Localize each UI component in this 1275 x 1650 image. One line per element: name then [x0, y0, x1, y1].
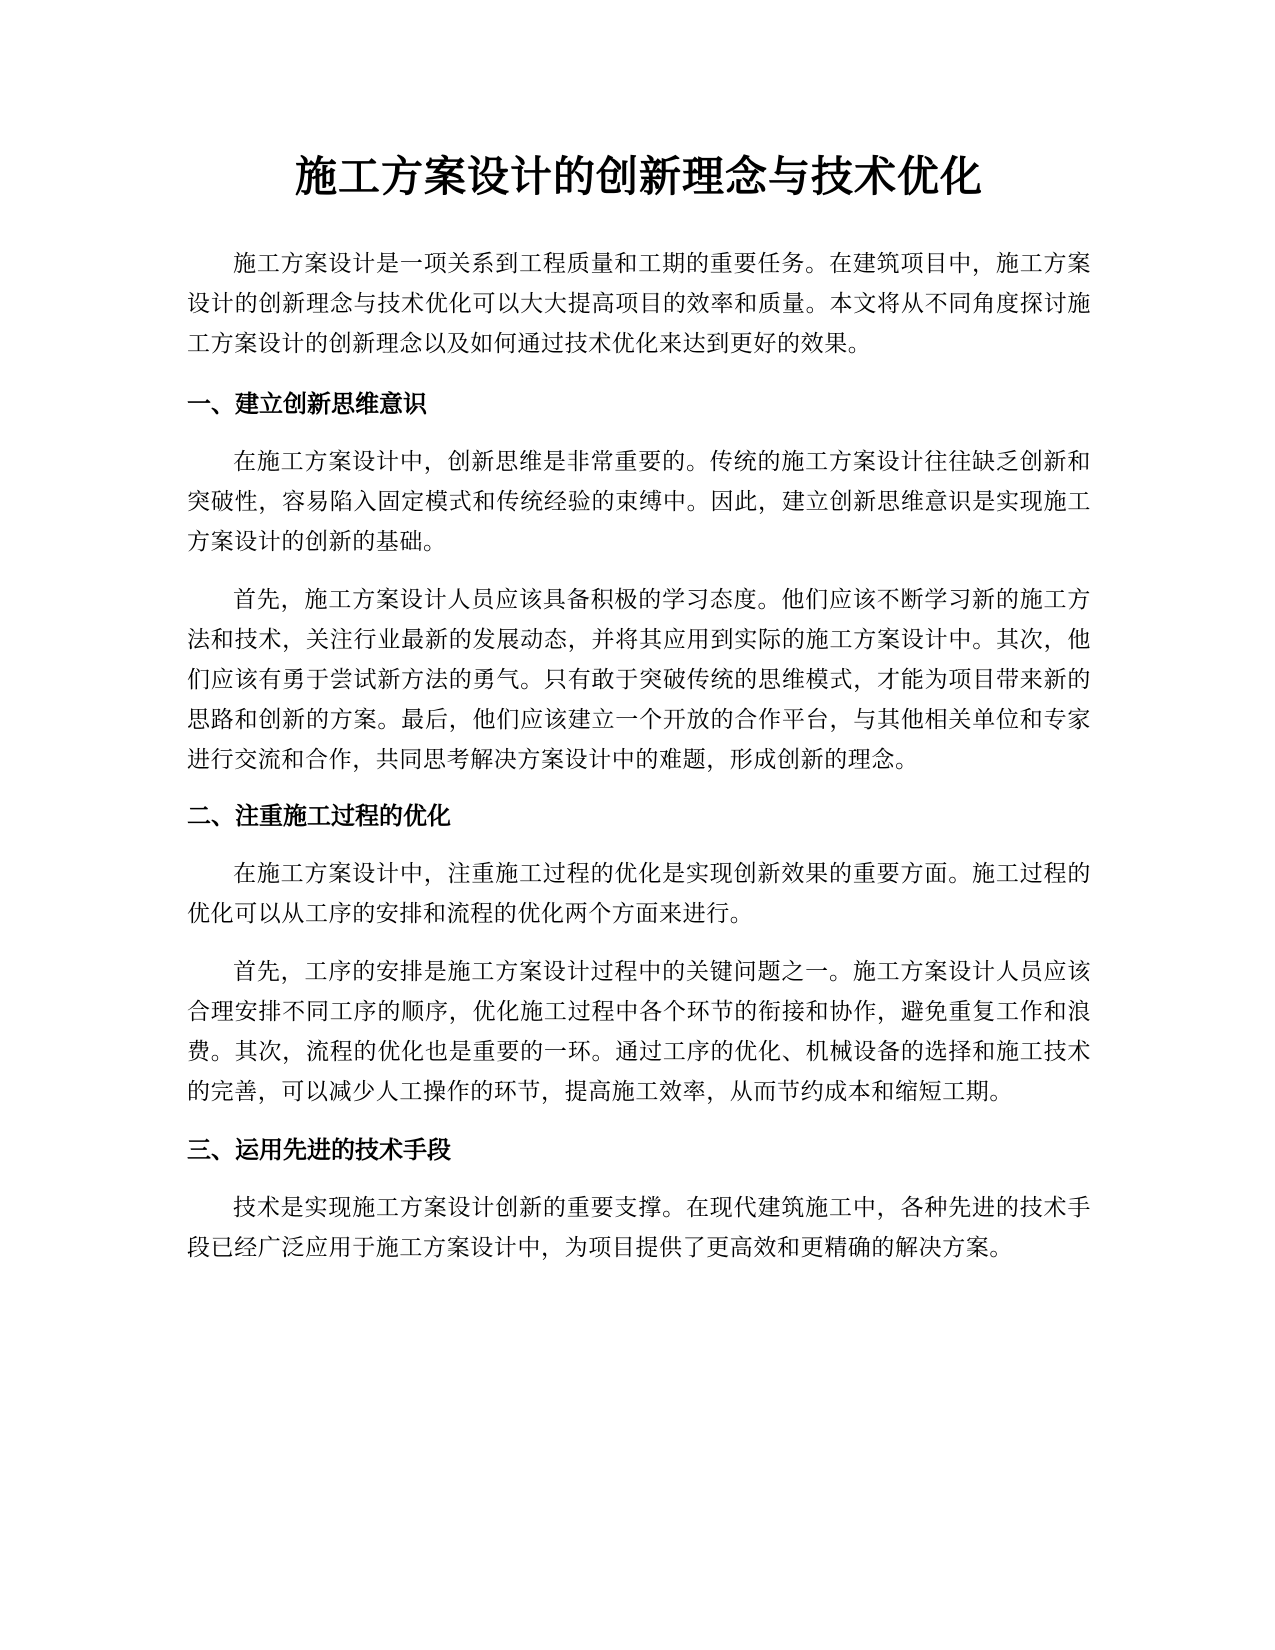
section-heading-2: 二、注重施工过程的优化 [187, 802, 451, 830]
section-heading-3: 三、运用先进的技术手段 [187, 1136, 451, 1164]
intro-paragraph: 施工方案设计是一项关系到工程质量和工期的重要任务。在建筑项目中，施工方案设计的创新理念与技术优化可以大大提高项目的效率和质量。本文将从不同角度探讨施工方案设计的创新理念以及如何通过技术优化来达到更好的效果。 [187, 251, 1091, 357]
section-3-paragraph-1: 技术是实现施工方案设计创新的重要支撑。在现代建筑施工中，各种先进的技术手段已经广泛应用于施工方案设计中，为项目提供了更高效和更精确的解决方案。 [187, 1195, 1091, 1261]
section-1-paragraph-1: 在施工方案设计中，创新思维是非常重要的。传统的施工方案设计往往缺乏创新和突破性，容易陷入固定模式和传统经验的束缚中。因此，建立创新思维意识是实现施工方案设计的创新的基础。 [187, 449, 1091, 555]
section-2-paragraph-2: 首先，工序的安排是施工方案设计过程中的关键问题之一。施工方案设计人员应该合理安排不同工序的顺序，优化施工过程中各个环节的衔接和协作，避免重复工作和浪费。其次，流程的优化也是重要的一环。通过工序的优化、机械设备的选择和施工技术的完善，可以减少人工操作的环节，提高施工效率，从而节约成本和缩短工期。 [187, 959, 1091, 1105]
document-body [187, 148, 1091, 1268]
section-1-paragraph-2: 首先，施工方案设计人员应该具备积极的学习态度。他们应该不断学习新的施工方法和技术，关注行业最新的发展动态，并将其应用到实际的施工方案设计中。其次，他们应该有勇于尝试新方法的勇气。只有敢于突破传统的思维模式，才能为项目带来新的思路和创新的方案。最后，他们应该建立一个开放的合作平台，与其他相关单位和专家进行交流和合作，共同思考解决方案设计中的难题，形成创新的理念。 [187, 587, 1091, 773]
document-title: 施工方案设计的创新理念与技术优化 [294, 152, 983, 201]
section-2-paragraph-1: 在施工方案设计中，注重施工过程的优化是实现创新效果的重要方面。施工过程的优化可以从工序的安排和流程的优化两个方面来进行。 [187, 861, 1091, 927]
section-heading-1: 一、建立创新思维意识 [187, 390, 427, 418]
